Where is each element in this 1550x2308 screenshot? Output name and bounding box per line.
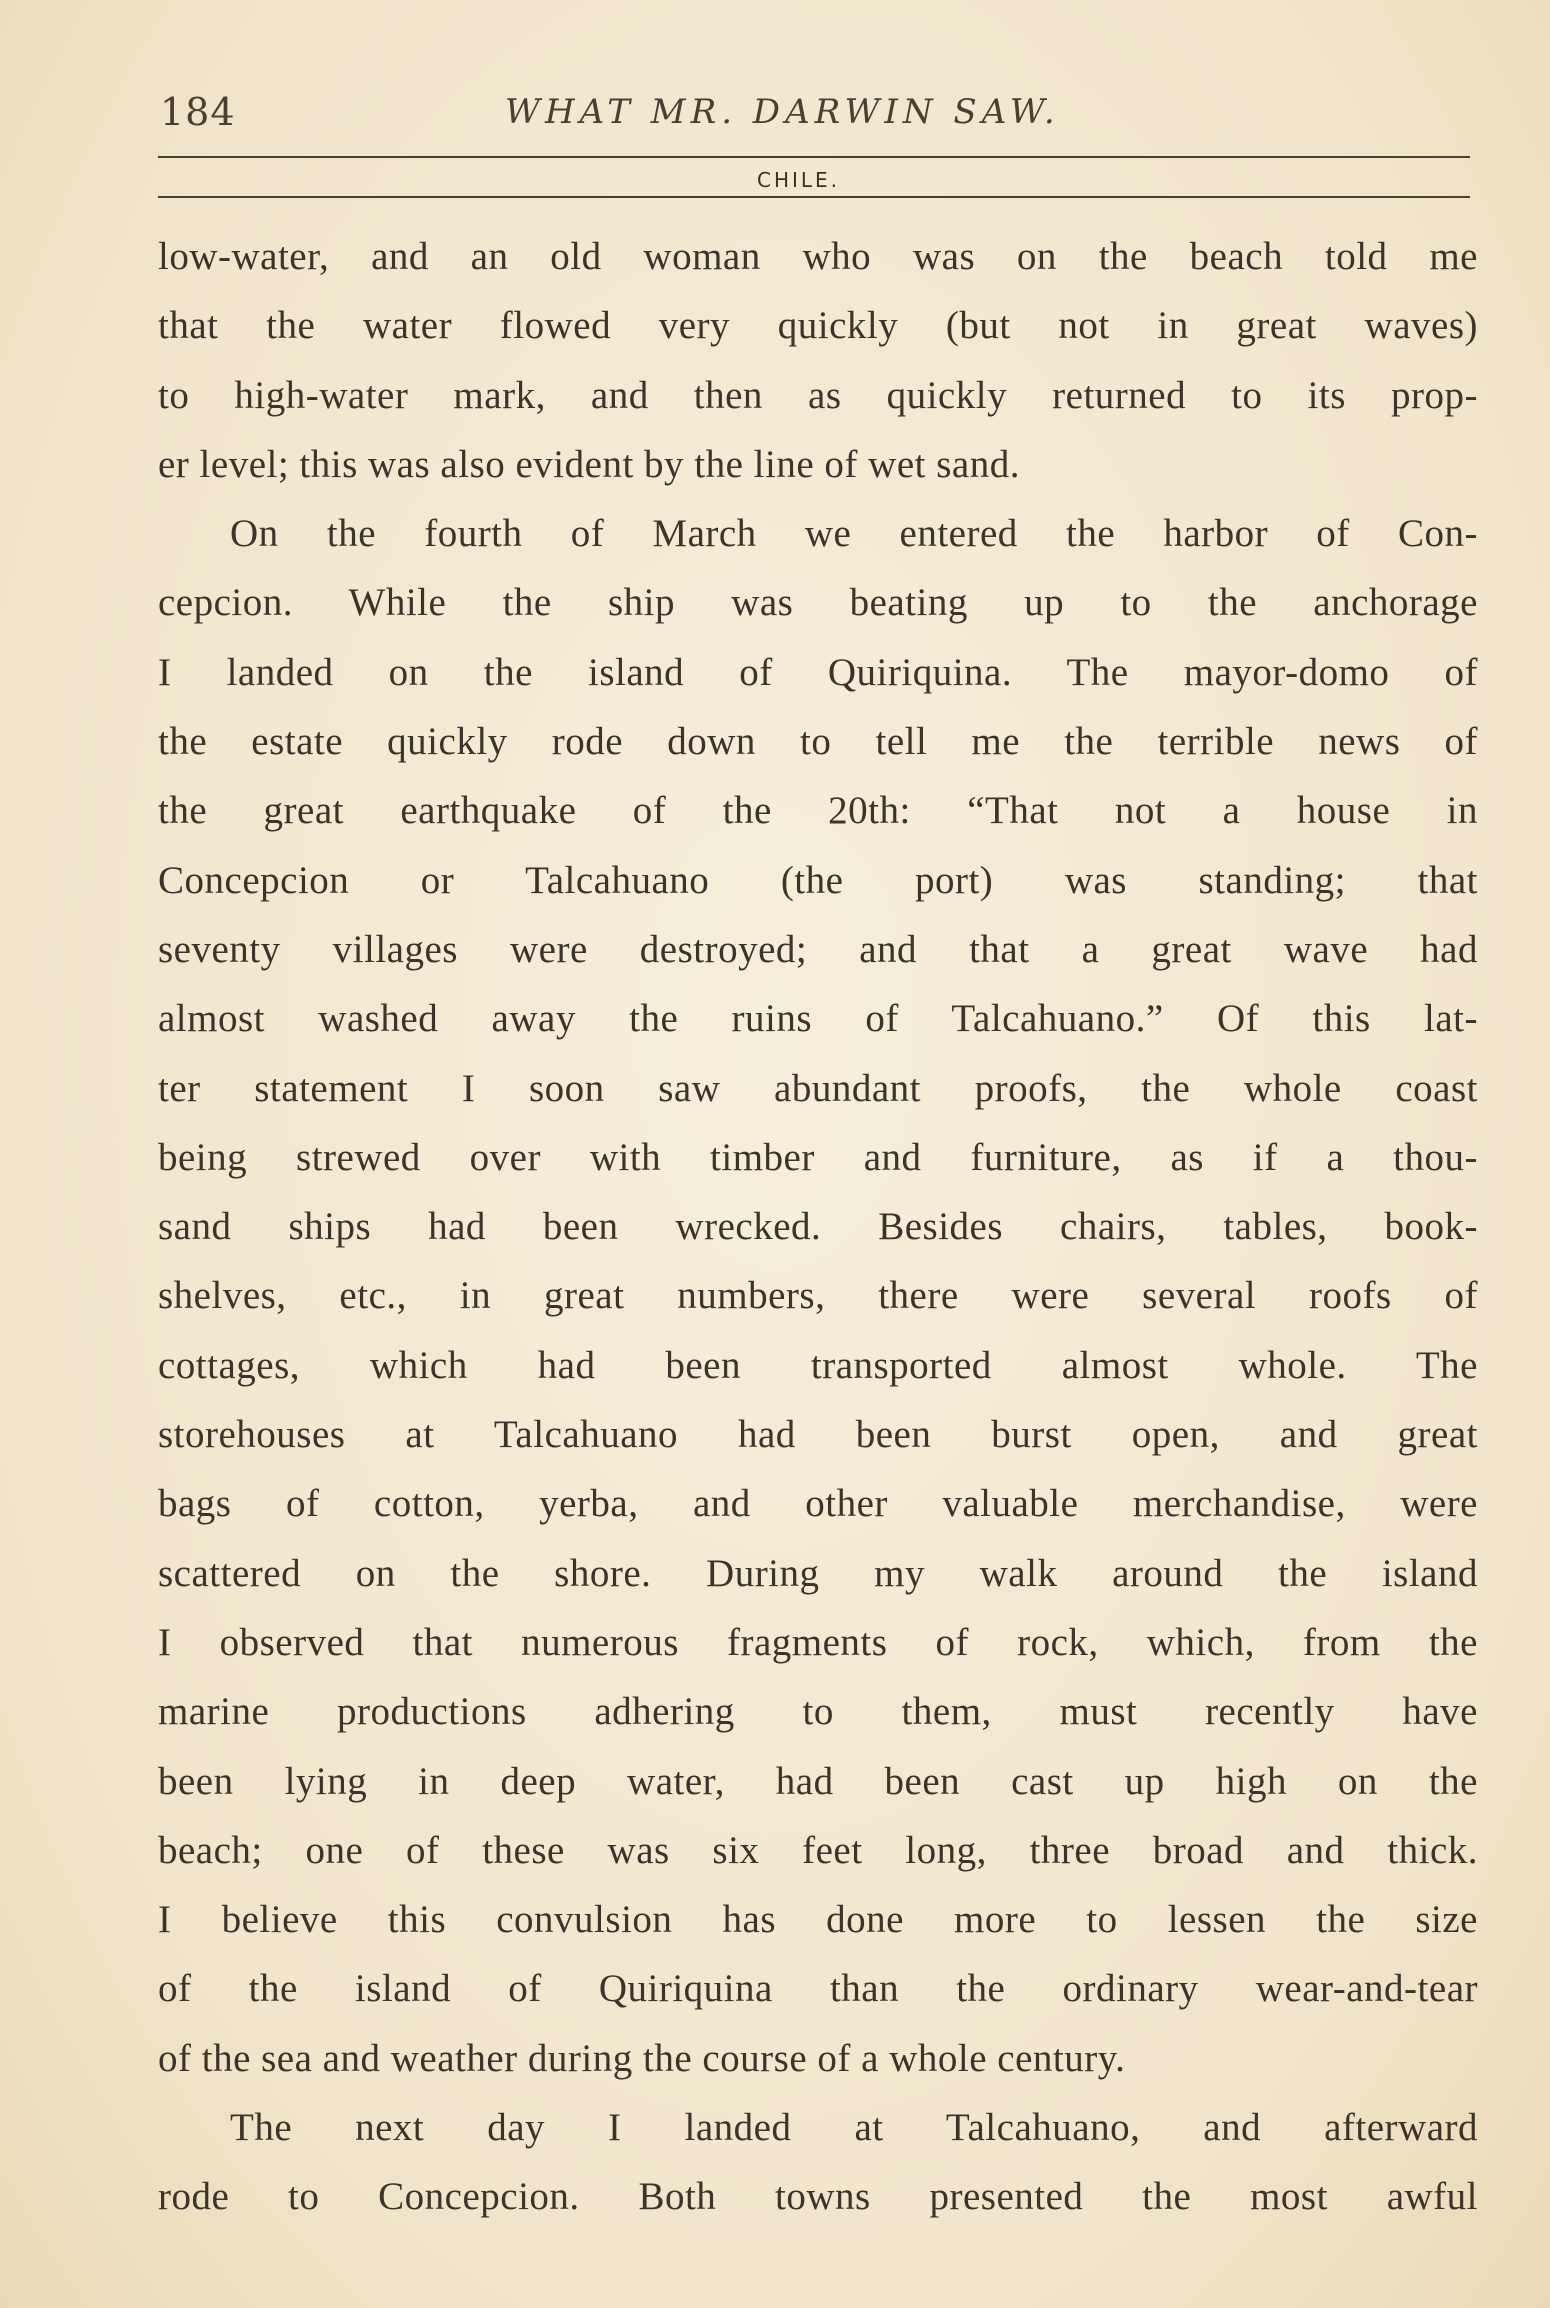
text-line: The next day I landed at Talcahuano, and afterward	[230, 2106, 1478, 2150]
text-line: scattered on the shore. During my walk around the island	[158, 1551, 1478, 1595]
text-line: rode to Concepcion. Both towns presented the most awful	[158, 2175, 1478, 2219]
text-line: marine productions adhering to them, must recently have	[158, 1690, 1478, 1734]
text-line: sand ships had been wrecked. Besides chairs, tables, book-	[158, 1205, 1478, 1249]
text-line: beach; one of these was six feet long, three broad and thick.	[158, 1828, 1478, 1872]
text-line: shelves, etc., in great numbers, there were several roofs of	[158, 1274, 1478, 1318]
text-line: I believe this convulsion has done more to lessen the size	[158, 1898, 1478, 1942]
text-line: Concepcion or Talcahuano (the port) was standing; that	[158, 858, 1478, 902]
running-title: WHAT MR. DARWIN SAW.	[505, 92, 1060, 132]
text-line: storehouses at Talcahuano had been burst open, and great	[158, 1413, 1478, 1457]
text-line: almost washed away the ruins of Talcahuano.” Of this lat-	[158, 997, 1478, 1041]
text-line: cottages, which had been transported almost whole. The	[158, 1343, 1478, 1387]
text-line: to high-water mark, and then as quickly returned to its prop-	[158, 373, 1478, 417]
text-line: seventy villages were destroyed; and that a great wave had	[158, 927, 1478, 971]
header-rule-bottom	[158, 196, 1470, 198]
text-line: cepcion. While the ship was beating up to the anchorage	[158, 581, 1478, 625]
text-line: the great earthquake of the 20th: “That not a house in	[158, 789, 1478, 833]
text-line: that the water flowed very quickly (but not in great waves)	[158, 304, 1478, 348]
text-line: er level; this was also evident by the line of wet sand.	[158, 442, 1020, 486]
text-line: I landed on the island of Quiriquina. The mayor-domo of	[158, 650, 1478, 694]
text-line: being strewed over with timber and furniture, as if a thou-	[158, 1135, 1478, 1179]
text-line: On the fourth of March we entered the harbor of Con-	[230, 512, 1478, 556]
page-number: 184	[160, 90, 236, 134]
page-header	[160, 90, 1470, 150]
text-line: ter statement I soon saw abundant proofs, the whole coast	[158, 1066, 1478, 1110]
text-line: been lying in deep water, had been cast up high on the	[158, 1759, 1478, 1803]
text-line: low-water, and an old woman who was on the beach told me	[158, 235, 1478, 278]
text-line: bags of cotton, yerba, and other valuable merchandise, were	[158, 1482, 1478, 1526]
text-line: I observed that numerous fragments of rock, which, from the	[158, 1620, 1478, 1664]
text-line: of the island of Quiriquina than the ordinary wear-and-tear	[158, 1967, 1478, 2011]
header-rule-top	[158, 156, 1470, 158]
section-label: CHILE.	[757, 168, 841, 192]
text-line: the estate quickly rode down to tell me the terrible news of	[158, 720, 1478, 764]
text-line: of the sea and weather during the course of a whole century.	[158, 2036, 1126, 2080]
body-text	[158, 222, 1478, 2232]
